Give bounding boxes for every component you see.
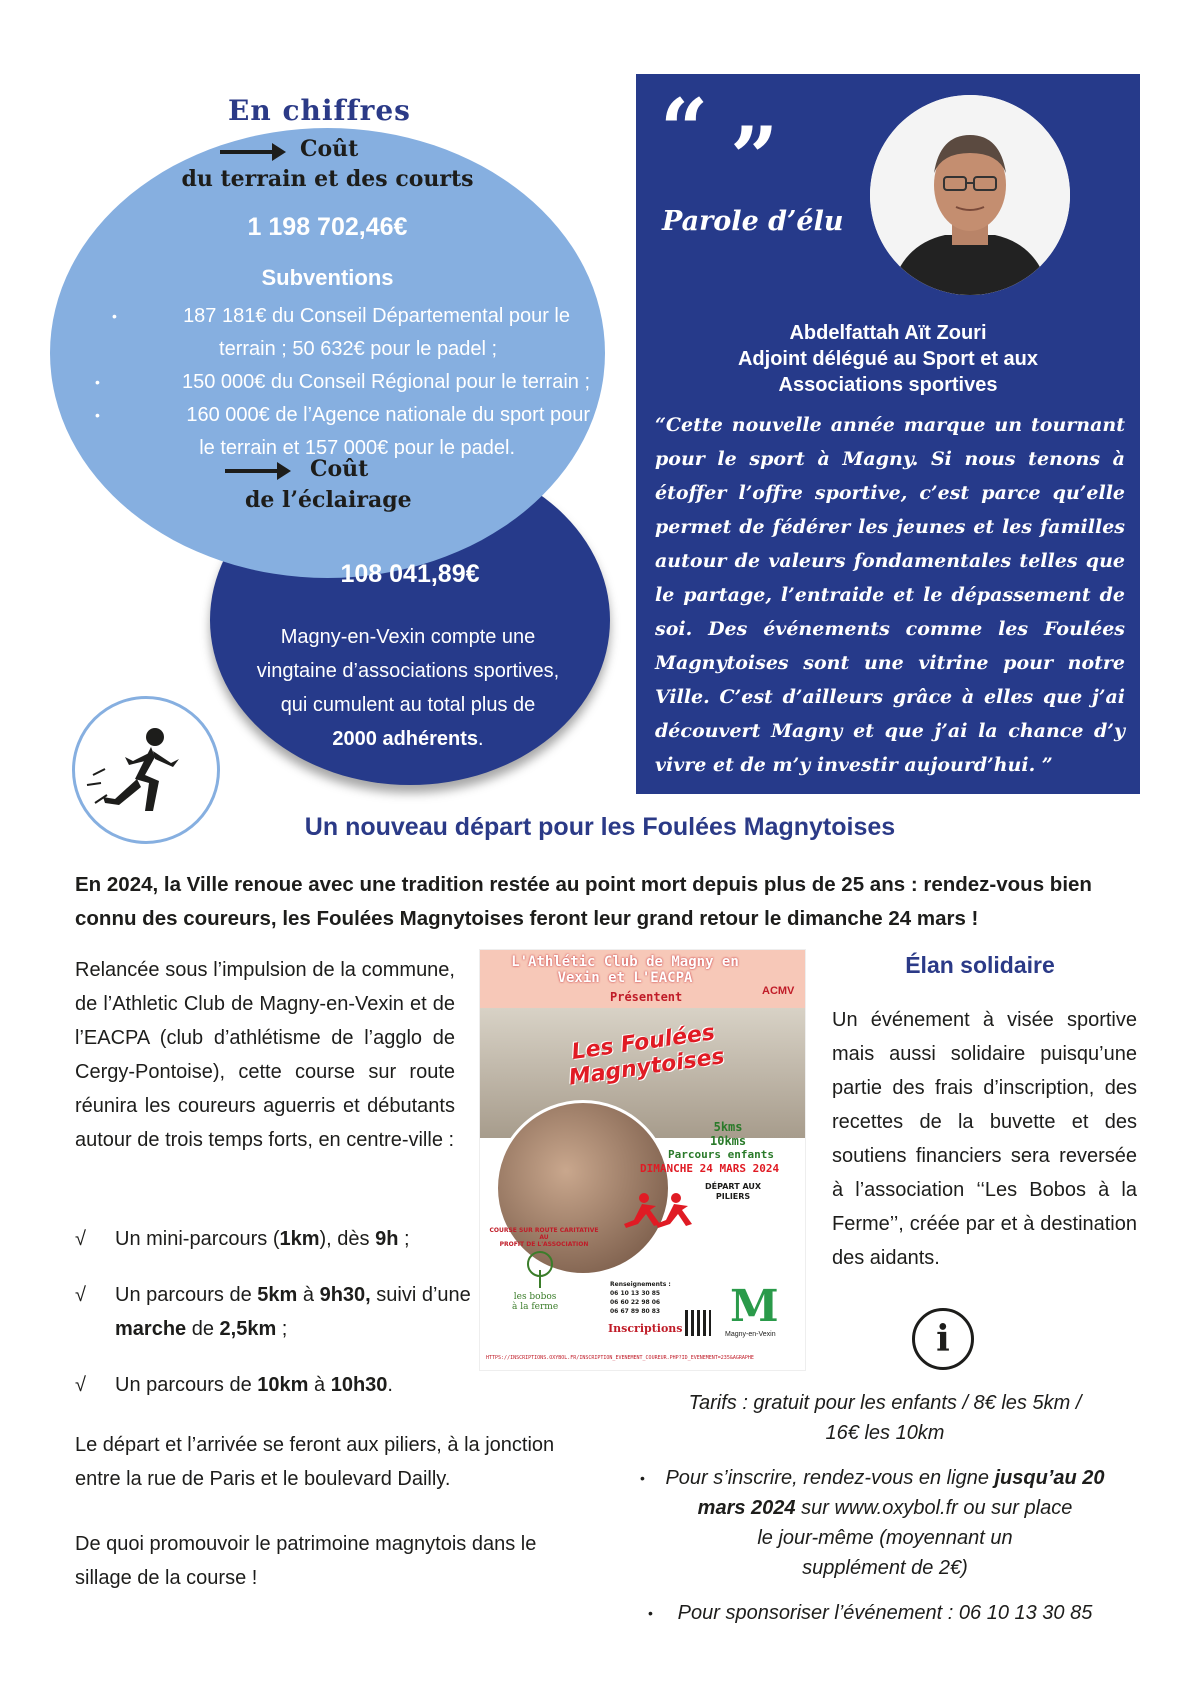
article-conclusion: De quoi promouvoir le patrimoine magnytois dans le sillage de la course ! — [75, 1533, 537, 1589]
poster-enfants: Parcours enfants — [668, 1148, 774, 1161]
sponsor-info: • Pour sponsoriser l’événement : 06 10 13 30 85 — [640, 1598, 1130, 1628]
course-list — [75, 1222, 475, 1424]
poster-event-name: Les Foulées Magnytoises — [567, 1020, 727, 1091]
elu-role: Adjoint délégué au Sport et aux — [737, 348, 1039, 370]
article-body: Relancée sous l’impulsion de la commune, de l’Athletic Club de Magny-en-Vexin et de l’EACPA (club d’athlétisme de l’agglo de Cergy-Pontoise), cette course sur route réunira les coureurs aguerris et débutants autour de trois temps forts, en centre-ville : — [75, 959, 455, 1151]
poster-magny: Magny-en-Vexin — [725, 1331, 776, 1338]
tarifs: Tarifs : gratuit pour les enfants / 8€ les 5km / 16€ les 10km — [688, 1392, 1082, 1444]
elan-text: Un événement à visée sportive mais aussi solidaire puisqu’une partie des frais d’inscription, des recettes de la buvette et des soutiens financiers sera reversée à l’association ‘‘Les Bobos à la Ferme’’, créée par et à destination des aidants. — [832, 1009, 1137, 1269]
arrow-right-icon — [225, 469, 281, 473]
course-item: √ Un parcours de 5km à 9h30, suivi d’une marche de 2,5km ; — [75, 1278, 475, 1346]
cout-eclairage-value: 108 041,89€ — [340, 560, 480, 588]
elu-identity — [636, 320, 1140, 398]
poster-caritative: COURSE SUR ROUTE CARITATIVE AU PROFIT DE L'ASSOCIATION — [489, 1227, 599, 1248]
bullet: • — [640, 1470, 645, 1486]
close-quote-icon: ” — [730, 108, 779, 207]
course-item: √ Un mini-parcours (1km), dès 9h ; — [75, 1222, 475, 1256]
poster-distances: 5kms 10kms — [710, 1120, 747, 1148]
cout-terrain-value: 1 198 702,46€ — [247, 213, 408, 241]
check-icon: √ — [75, 1374, 86, 1396]
acmv-logo: ACMV — [762, 985, 795, 997]
cout-eclairage-label: Coût — [310, 456, 369, 482]
article-intro: En 2024, la Ville renoue avec une tradition restée au point mort depuis plus de 25 ans : rendez-vous bien connu des coureurs, les Foulées Magnytoises feront leur grand retour le dimanche 24 mars ! — [75, 873, 1092, 930]
open-quote-icon: “ — [660, 80, 709, 179]
elu-role-2: Associations sportives — [778, 374, 998, 396]
tree-icon — [520, 1250, 560, 1290]
subvention-item: le terrain et 157 000€ pour le padel. — [199, 437, 515, 459]
parole-title: Parole d’élu — [662, 206, 844, 237]
running-figures-icon — [620, 1190, 700, 1240]
portrait-icon — [870, 95, 1070, 295]
article-depart: Le départ et l’arrivée se feront aux piliers, à la jonction entre la rue de Paris et le boulevard Dailly. — [75, 1434, 555, 1490]
magny-m-logo-icon: M — [730, 1281, 779, 1332]
poster-header: L'Athlétic Club de Magny en Vexin et L'EACPA — [511, 954, 739, 986]
poster-bobos: les bobos à la ferme — [512, 1292, 559, 1312]
elu-name: Abdelfattah Aït Zouri — [789, 322, 987, 344]
elan-title: Élan solidaire — [905, 952, 1055, 978]
subvention-item: • 187 181€ du Conseil Départemental pour le — [112, 305, 570, 327]
cout-eclairage-label-2: de l’éclairage — [245, 487, 412, 513]
poster-depart: DÉPART AUX PILIERS — [705, 1182, 762, 1201]
cout-terrain-label: Coût — [300, 136, 359, 162]
poster-renseignements: Renseignements : 06 10 13 30 85 06 60 22 98 06 06 67 89 80 83 — [610, 1281, 671, 1315]
qr-code-icon — [685, 1310, 711, 1336]
subvention-item: • 160 000€ de l’Agence nationale du sport pour — [95, 404, 590, 426]
course-item: √ Un parcours de 10km à 10h30. — [75, 1368, 475, 1402]
arrow-right-icon — [220, 150, 276, 154]
check-icon: √ — [75, 1284, 86, 1306]
subvention-item: • 150 000€ du Conseil Régional pour le terrain ; — [95, 371, 590, 393]
poster-inscriptions: Inscriptions — [608, 1322, 683, 1335]
bullet: • — [648, 1605, 653, 1621]
poster-presentent: Présentent — [610, 990, 683, 1004]
article-title: Un nouveau départ pour les Foulées Magnytoises — [304, 813, 896, 841]
subventions-list — [95, 300, 600, 465]
subvention-item: terrain ; 50 632€ pour le padel ; — [219, 338, 497, 360]
cout-terrain-label-2: du terrain et des courts — [181, 166, 474, 192]
poster-url: HTTPS://INSCRIPTIONS.OXYBOL.FR/INSCRIPTION_EVENEMENT_COUREUR.PHP?ID_EVENEMENT=235&AGRAPHE — [486, 1355, 754, 1361]
event-poster — [480, 950, 805, 1370]
poster-date: DIMANCHE 24 MARS 2024 — [640, 1162, 780, 1175]
chiffres-title: En chiffres — [228, 94, 411, 127]
subventions-title: Subventions — [261, 265, 394, 290]
elu-quote: “Cette nouvelle année marque un tournant pour le sport à Magny. Si nous tenons à étoffer l’offre sportive, c’est parce qu’elle permet de fédérer les jeunes et les familles autour de valeurs fondamentales telles que le partage, l’entraide et le dépassement de soi. Des événements comme les Foulées Magnytoises sont une vitrine pour notre Ville. C’est d’ailleurs grâce à elles que j’ai découvert Magny et que j’ai la chance d’y vivre et de m’y investir aujourd’hui. ” — [655, 414, 1125, 776]
check-icon: √ — [75, 1228, 86, 1250]
inscription-info: • Pour s’inscrire, rendez-vous en ligne jusqu’au 20 mars 2024 sur www.oxybol.fr ou sur place le jour-même (moyennant un supplément de 2€) — [640, 1463, 1130, 1583]
info-icon: i — [912, 1308, 974, 1370]
elu-portrait — [870, 95, 1070, 295]
associations-text: Magny-en-Vexin compte une vingtaine d’associations sportives, qui cumulent au total plus de 2000 adhérents. — [256, 626, 560, 750]
